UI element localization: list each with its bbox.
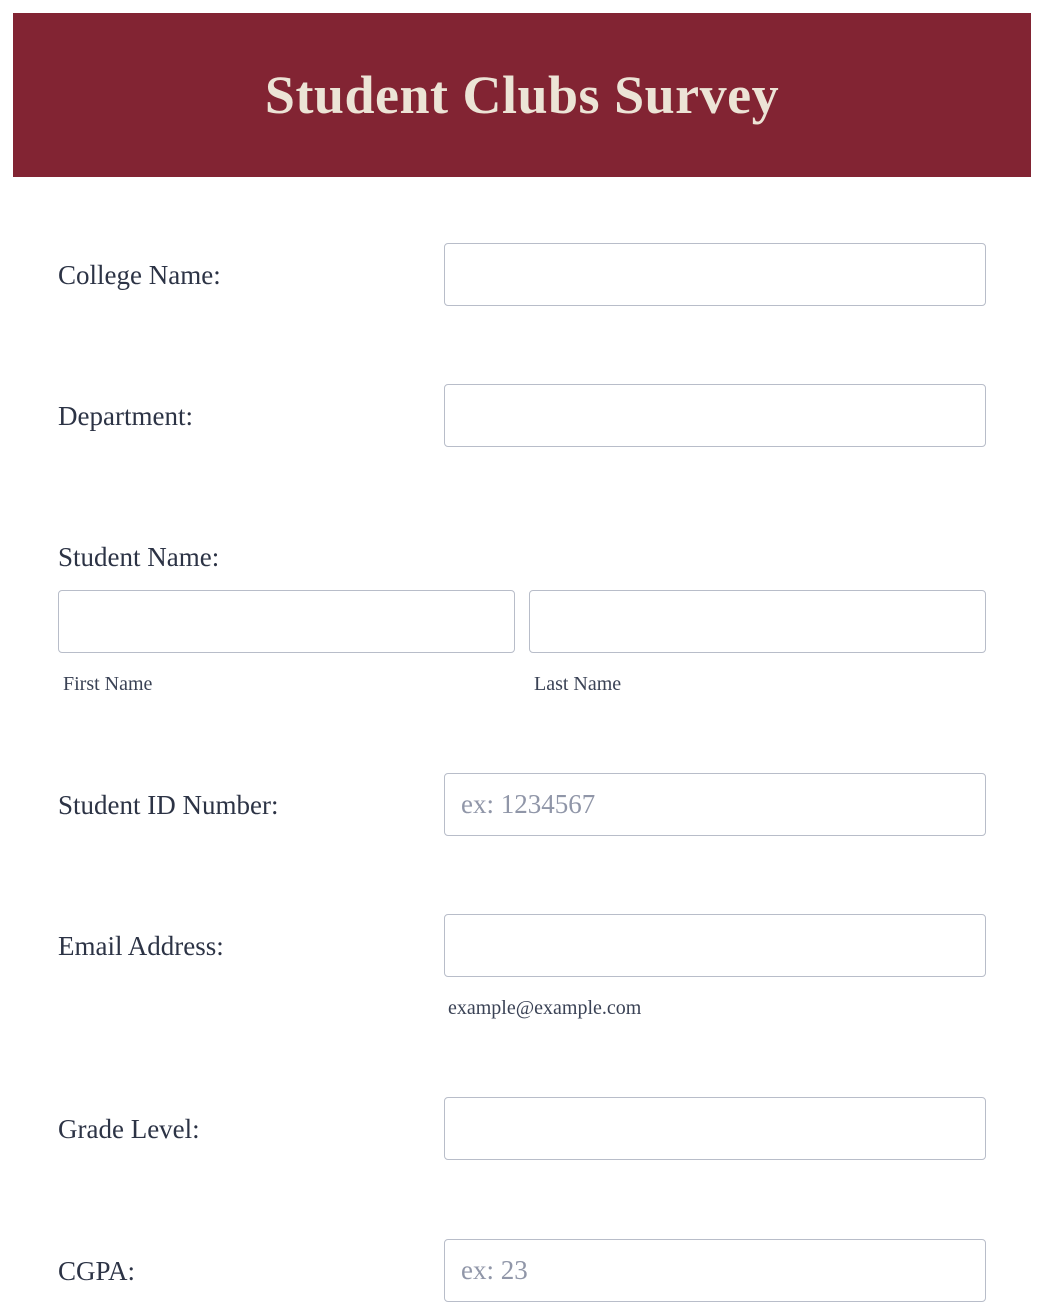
last-name-sublabel: Last Name (534, 673, 622, 695)
cgpa-input[interactable] (444, 1239, 986, 1302)
email-label: Email Address: (58, 931, 224, 961)
email-sublabel: example@example.com (448, 997, 642, 1019)
grade-level-label: Grade Level: (58, 1114, 200, 1144)
student-id-input[interactable] (444, 773, 986, 836)
college-name-input[interactable] (444, 243, 986, 306)
form-header (13, 13, 1031, 177)
last-name-input[interactable] (529, 590, 986, 653)
department-input[interactable] (444, 384, 986, 447)
first-name-input[interactable] (58, 590, 515, 653)
student-id-label: Student ID Number: (58, 790, 279, 820)
department-label: Department: (58, 401, 193, 431)
grade-level-input[interactable] (444, 1097, 986, 1160)
student-name-label: Student Name: (58, 542, 220, 572)
cgpa-label: CGPA: (58, 1256, 136, 1286)
college-name-label: College Name: (58, 260, 221, 290)
form-title: Student Clubs Survey (264, 65, 780, 125)
email-input[interactable] (444, 914, 986, 977)
first-name-sublabel: First Name (63, 673, 153, 695)
